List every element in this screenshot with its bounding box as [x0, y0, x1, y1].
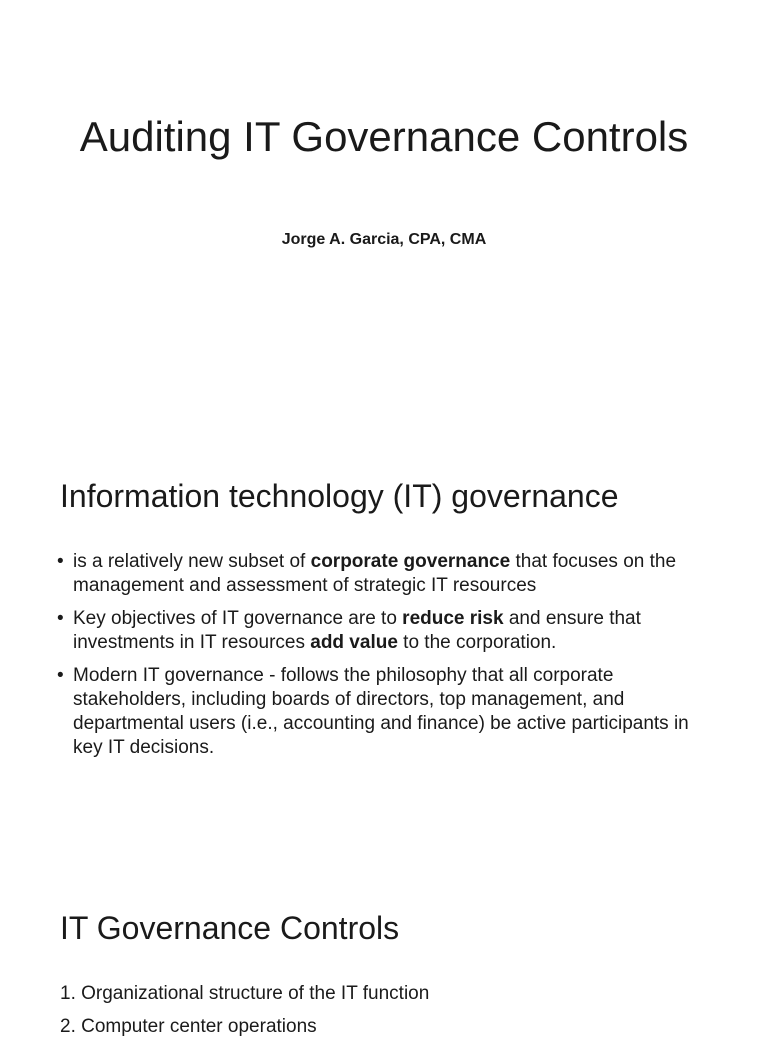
numbered-list: [60, 982, 700, 1048]
bullet-item: [57, 550, 697, 598]
title-slide: [0, 0, 768, 440]
list-item: 2. Computer center operations: [60, 1016, 317, 1037]
bullet-text: is a relatively new subset of: [73, 551, 311, 572]
presentation-title: Auditing IT Governance Controls: [79, 113, 689, 160]
bullet-emphasis: add value: [310, 632, 398, 653]
bullet-text: Key objectives of IT governance are to: [73, 608, 403, 629]
list-item: 1. Organizational structure of the IT function: [60, 983, 430, 1004]
presentation-author: Jorge A. Garcia, CPA, CMA: [281, 231, 487, 248]
bullet-item: [57, 664, 697, 760]
controls-slide: [0, 880, 768, 1037]
bullet-marker: •: [57, 551, 64, 572]
bullet-item: [57, 607, 697, 655]
bullet-text: that focuses on the management and assessment of strategic IT resources: [73, 551, 677, 596]
bullet-emphasis: reduce risk: [402, 608, 504, 629]
bullet-text: and ensure that investments in IT resources: [73, 608, 641, 653]
bullet-marker: •: [57, 665, 64, 686]
bullet-text: to the corporation.: [397, 632, 557, 653]
bullet-marker: •: [57, 608, 64, 629]
governance-slide: [0, 440, 768, 880]
bullet-text: Modern IT governance - follows the philosophy that all corporate stakeholders, including boards of directors, top management, and departmental users (i.e., accounting and finance) be active participants in key IT decisions.: [73, 665, 689, 758]
bullet-emphasis: corporate governance: [310, 551, 511, 572]
slide-heading: IT Governance Controls: [60, 910, 400, 946]
bullet-list: [57, 550, 697, 769]
slide-heading: Information technology (IT) governance: [60, 478, 619, 514]
